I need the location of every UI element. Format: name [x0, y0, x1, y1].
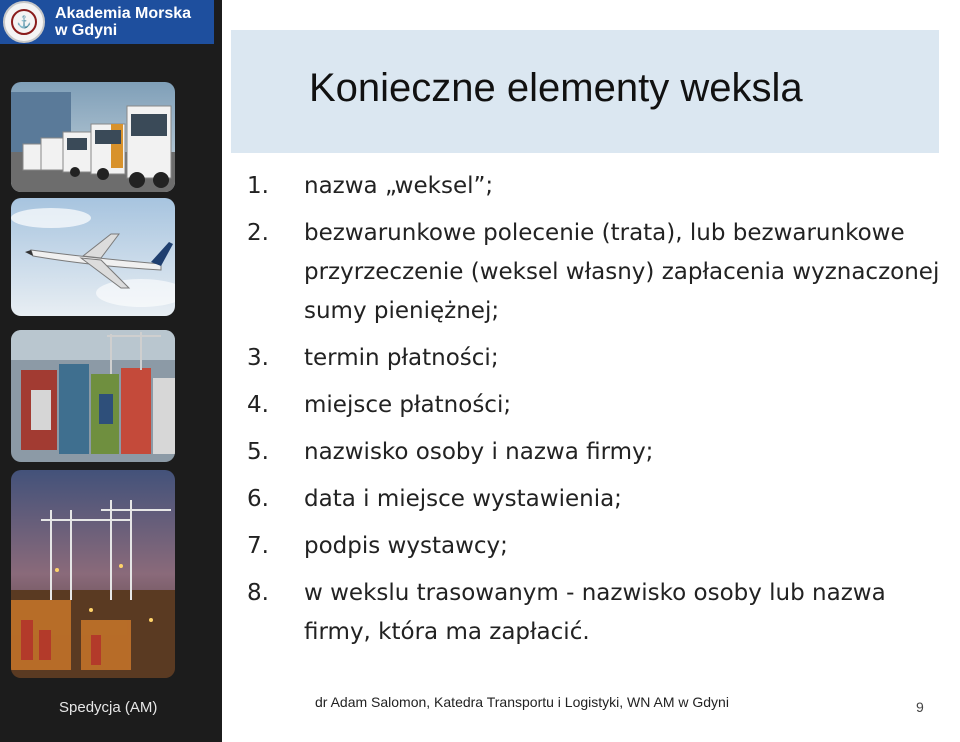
logo-text	[55, 5, 191, 39]
list-number: 7.	[247, 533, 269, 559]
logo-line-1: Akademia Morska	[55, 5, 192, 22]
list-text: w wekslu trasowanym - nazwisko osoby lub nazwa firmy, która ma zapłacić.	[304, 580, 886, 645]
photo-port-night	[11, 470, 175, 678]
list-number: 3.	[247, 345, 269, 371]
list-number: 8.	[247, 580, 269, 606]
list-text: nazwisko osoby i nazwa firmy;	[304, 439, 654, 465]
list-text: miejsce płatności;	[304, 392, 512, 418]
list-text: podpis wystawcy;	[304, 533, 508, 559]
list-item	[247, 574, 952, 652]
list-number: 6.	[247, 486, 269, 512]
list-text: nazwa „weksel”;	[304, 173, 494, 199]
list-number: 4.	[247, 392, 269, 418]
list-item	[247, 339, 952, 378]
photo-trucks	[11, 82, 175, 192]
logo-line-2: w Gdyni	[55, 22, 118, 39]
list-item	[247, 214, 952, 331]
footer-course: Spedycja (AM)	[59, 699, 158, 716]
list-text: data i miejsce wystawienia;	[304, 486, 622, 512]
list-item	[247, 480, 952, 519]
list-number: 2.	[247, 220, 269, 246]
sidebar	[0, 0, 222, 742]
list-item	[247, 527, 952, 566]
list-item	[247, 167, 952, 206]
list-text: termin płatności;	[304, 345, 499, 371]
list-number: 1.	[247, 173, 269, 199]
logo-bar	[0, 0, 214, 44]
list-text: bezwarunkowe polecenie (trata), lub bezwarunkowe przyrzeczenie (weksel własny) zapłacenia wyznaczonej sumy pieniężnej;	[304, 220, 940, 324]
page-number: 9	[916, 699, 924, 715]
photo-airplane	[11, 198, 175, 316]
elements-list	[247, 167, 952, 660]
list-item	[247, 433, 952, 472]
footer-author: dr Adam Salomon, Katedra Transportu i Logistyki, WN AM w Gdyni	[315, 694, 729, 710]
list-number: 5.	[247, 439, 269, 465]
slide-title: Konieczne elementy weksla	[309, 66, 803, 110]
university-crest-icon: ⚓	[3, 1, 45, 43]
photo-container-yard	[11, 330, 175, 462]
list-item	[247, 386, 952, 425]
